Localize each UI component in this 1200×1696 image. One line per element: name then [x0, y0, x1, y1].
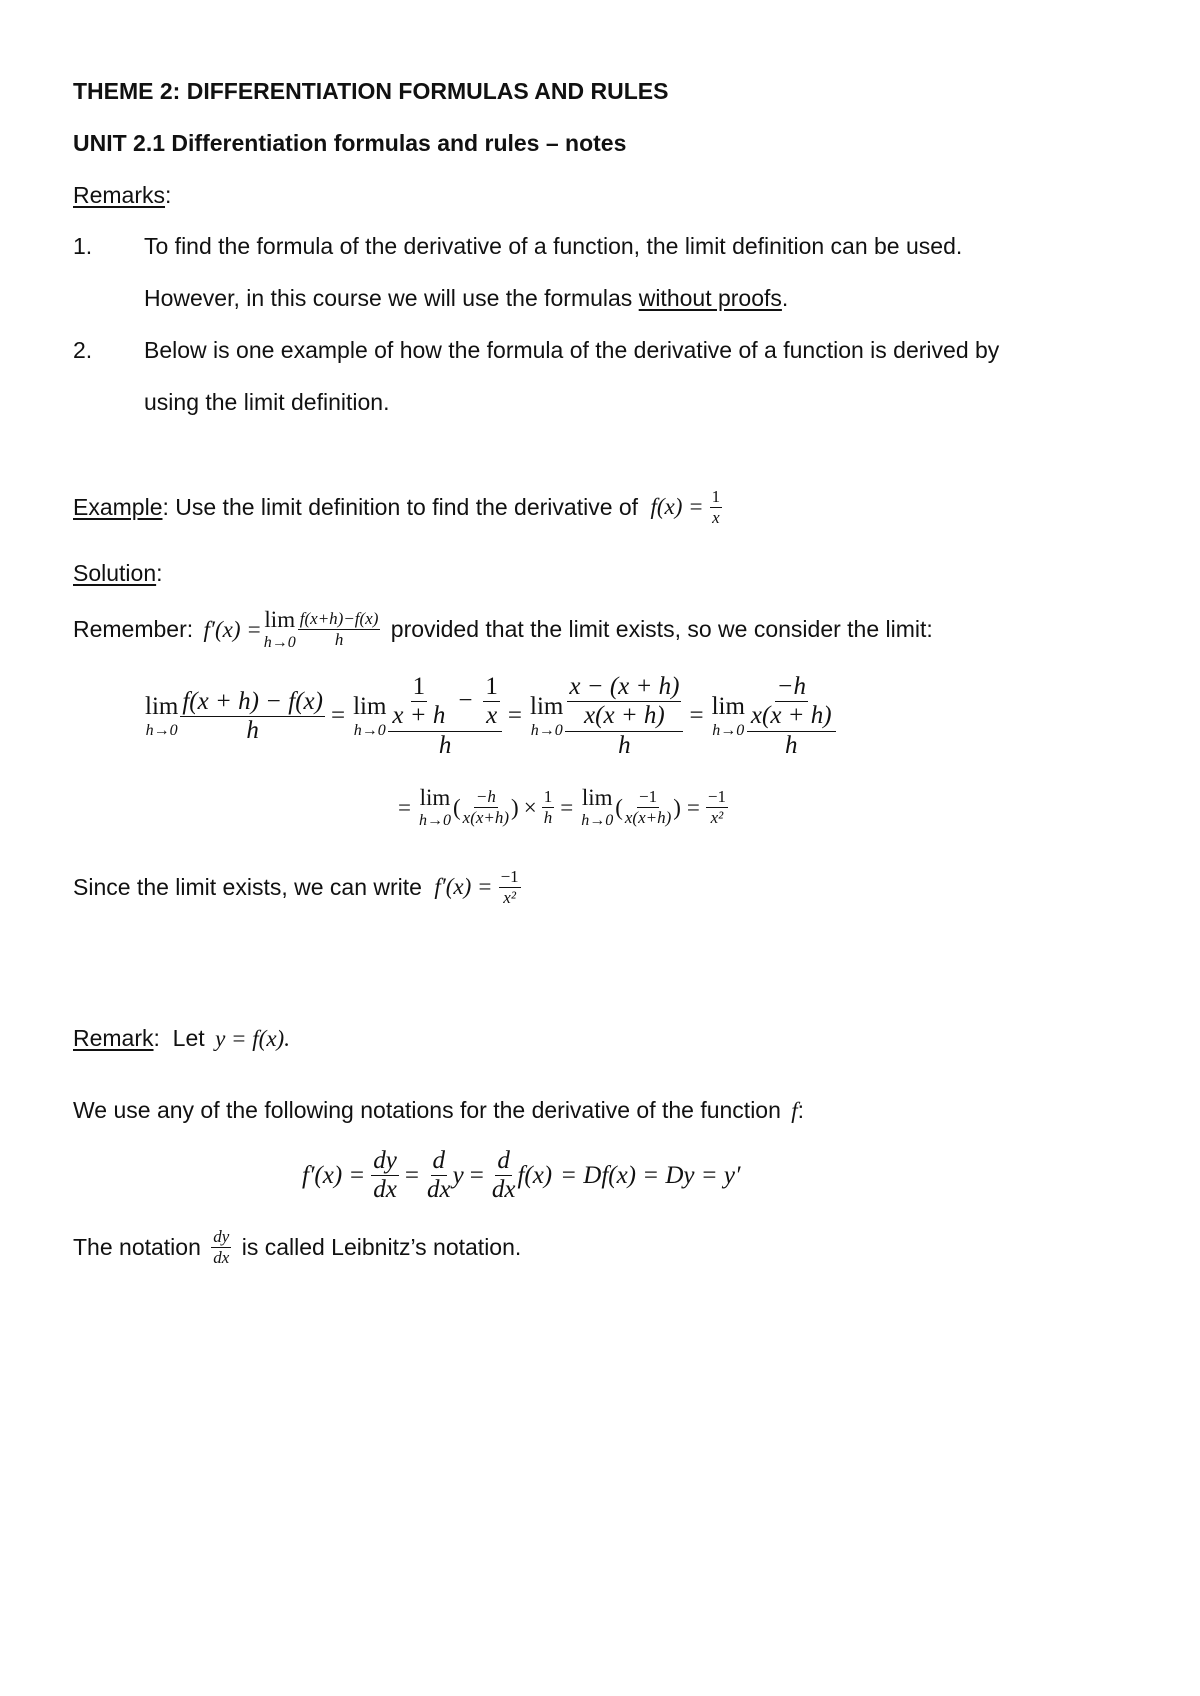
lim-word: lim — [419, 785, 451, 810]
step2-inner-fraction-a — [390, 674, 447, 730]
since-lhs: f′(x) = — [434, 874, 493, 900]
fraction-numerator: x − (x + h) — [567, 674, 681, 702]
fraction-denominator: h — [618, 731, 631, 759]
solution-colon: : — [156, 560, 163, 586]
remark-item-1 — [73, 233, 962, 260]
notations-text: We use any of the following notations for the derivative of the function — [73, 1097, 788, 1123]
fraction-denominator: h — [543, 808, 553, 827]
limit-operator — [264, 608, 296, 651]
remember-label: Remember: — [73, 616, 200, 642]
leibniz-line — [73, 1228, 521, 1267]
equals-sign: = — [560, 794, 574, 820]
lim-word: lim — [353, 692, 387, 720]
remember-line — [73, 608, 933, 651]
fraction-numerator: −h — [475, 787, 496, 807]
step3-numerator — [565, 674, 683, 732]
close-paren: ) — [511, 794, 519, 820]
fraction-numerator: 1 — [411, 674, 428, 702]
lim-subscript: h→0 — [418, 812, 451, 829]
fraction-numerator: dy — [213, 1227, 230, 1246]
equals-sign: = — [686, 794, 700, 820]
limit-operator — [712, 694, 745, 739]
limit-operator — [581, 786, 613, 829]
notations-colon: : — [797, 1097, 805, 1123]
fraction-numerator: −h — [775, 674, 808, 702]
fraction-denominator: x(x+h) — [624, 808, 672, 827]
limit-operator — [530, 694, 563, 739]
step4-inner-fraction — [749, 674, 834, 730]
derivation-row-2 — [392, 786, 728, 829]
step2-inner-fraction-b — [483, 674, 500, 730]
example-label: Example — [73, 493, 163, 520]
example-text: : Use the limit definition to find the derivative of — [162, 493, 645, 520]
step3-inner-fraction — [567, 674, 681, 730]
lim-subscript: h→0 — [581, 812, 614, 829]
lim-word: lim — [264, 607, 296, 632]
example-line — [73, 488, 722, 527]
fraction-denominator: x(x + h) — [584, 702, 665, 730]
difference-quotient — [298, 610, 381, 649]
limit-operator — [419, 786, 451, 829]
notations-line — [73, 1097, 804, 1124]
fraction-numerator: dy — [371, 1148, 399, 1176]
remarks-label: Remarks — [73, 182, 166, 208]
derivative-lhs: f′(x) = — [203, 616, 262, 642]
unit-title: UNIT 2.1 Differentiation formulas and rules – notes — [73, 130, 627, 156]
fraction-denominator: x — [486, 702, 498, 730]
fraction-denominator: dx — [427, 1176, 451, 1204]
without-proofs-emphasis: without proofs — [638, 285, 782, 311]
remarks-colon: : — [165, 182, 172, 208]
row2-fraction-b — [542, 788, 555, 827]
lim-word: lim — [711, 692, 745, 720]
function-f: f — [791, 1097, 798, 1123]
remark-item-2-continued: using the limit definition. — [144, 389, 390, 415]
lim-subscript: h→0 — [263, 634, 296, 651]
row2-fraction-c — [623, 788, 673, 827]
fraction-denominator: h — [334, 630, 344, 649]
equals-sign: = — [404, 1161, 419, 1189]
fraction-denominator: dx — [491, 1176, 516, 1204]
remark-line — [73, 1025, 290, 1052]
example-function-lhs: f(x) = — [650, 494, 704, 520]
notation-y: y — [452, 1161, 464, 1189]
leibniz-fraction — [211, 1228, 231, 1267]
equals-sign: = — [398, 794, 411, 820]
open-paren: ( — [452, 794, 461, 820]
fraction-denominator: dx — [213, 1247, 230, 1267]
notations-equation — [302, 1148, 740, 1204]
fraction-numerator: 1 — [711, 487, 721, 506]
lim-subscript: h→0 — [530, 721, 563, 739]
step2-numerator — [388, 674, 501, 732]
limit-operator — [145, 694, 178, 739]
open-paren: ( — [615, 794, 623, 820]
fraction-numerator: d — [495, 1148, 512, 1176]
d-dx-operator — [490, 1148, 518, 1204]
fraction-denominator: x — [712, 507, 720, 527]
step1-fraction — [180, 689, 325, 745]
step2-fraction — [388, 674, 501, 759]
remember-tail: provided that the limit exists, so we consider the limit: — [384, 616, 933, 642]
example-fraction — [710, 488, 723, 527]
since-fraction — [499, 868, 521, 907]
remarks-heading — [73, 182, 171, 209]
since-line — [73, 868, 521, 907]
lim-word: lim — [530, 692, 564, 720]
fraction-numerator: −1 — [639, 787, 658, 807]
remark-item-1-continued — [144, 285, 788, 312]
fraction-denominator: x² — [710, 808, 724, 827]
remark-item-2 — [73, 337, 999, 364]
derivation-row-1 — [143, 674, 836, 759]
equals-sign: = — [469, 1161, 484, 1189]
close-paren: ) — [673, 794, 681, 820]
row2-result-fraction — [706, 788, 728, 827]
equals-sign: = — [330, 702, 346, 730]
fraction-numerator: f(x+h)−f(x) — [299, 609, 379, 629]
fraction-denominator: dx — [373, 1176, 397, 1204]
fraction-denominator: x(x+h) — [462, 808, 510, 827]
fraction-numerator: −1 — [707, 787, 726, 807]
remark-label: Remark — [73, 1025, 154, 1051]
limit-operator — [353, 694, 386, 739]
leibniz-post: is called Leibnitz’s notation. — [235, 1233, 522, 1260]
since-text: Since the limit exists, we can write — [73, 873, 429, 900]
fraction-denominator: h — [785, 731, 798, 759]
step3-fraction — [565, 674, 683, 759]
fraction-denominator: h — [246, 716, 259, 744]
lim-word: lim — [581, 785, 613, 810]
fraction-denominator: x(x + h) — [750, 702, 832, 730]
remark-item-number: 1. — [73, 233, 93, 259]
lim-subscript: h→0 — [353, 721, 386, 739]
minus-sign: − — [458, 687, 473, 715]
fraction-numerator: 1 — [483, 674, 500, 702]
equals-sign: = — [689, 702, 704, 730]
fraction-numerator: f(x + h) − f(x) — [180, 689, 325, 717]
notation-fx: f(x) — [517, 1161, 553, 1189]
lim-subscript: h→0 — [712, 721, 745, 739]
fraction-numerator: −1 — [500, 867, 519, 886]
leibniz-pre: The notation — [73, 1233, 208, 1260]
remark-item-text: To find the formula of the derivative of a function, the limit definition can be used. — [144, 233, 963, 259]
notation-lhs: f′(x) = — [302, 1161, 366, 1189]
lim-subscript: h→0 — [145, 721, 178, 739]
fraction-numerator: d — [431, 1148, 448, 1176]
fraction-denominator: h — [438, 731, 452, 759]
dy-dx-fraction — [371, 1148, 399, 1204]
step4-fraction — [747, 674, 836, 759]
theme-title: THEME 2: DIFFERENTIATION FORMULAS AND RULES — [73, 78, 669, 104]
step4-numerator — [747, 674, 836, 732]
equals-sign: = — [507, 702, 523, 730]
d-dx-operator — [425, 1148, 453, 1204]
solution-label: Solution — [73, 560, 157, 586]
remark-item-period: . — [781, 285, 789, 311]
notation-tail: = Df(x) = Dy = y′ — [560, 1161, 741, 1189]
remark-math: y = f(x). — [215, 1025, 290, 1051]
fraction-numerator: 1 — [543, 787, 553, 807]
fraction-denominator: x + h — [392, 702, 446, 730]
fraction-denominator: x² — [503, 887, 516, 907]
solution-heading — [73, 560, 163, 587]
remark-item-text: Below is one example of how the formula of the derivative of a function is derived by — [144, 337, 1000, 363]
times-sign: × — [523, 794, 537, 820]
remark-item-text: However, in this course we will use the formulas — [144, 285, 639, 311]
remark-item-number: 2. — [73, 337, 93, 363]
row2-fraction-a — [461, 788, 511, 827]
lim-word: lim — [145, 692, 179, 720]
remark-text: : Let — [153, 1025, 212, 1051]
